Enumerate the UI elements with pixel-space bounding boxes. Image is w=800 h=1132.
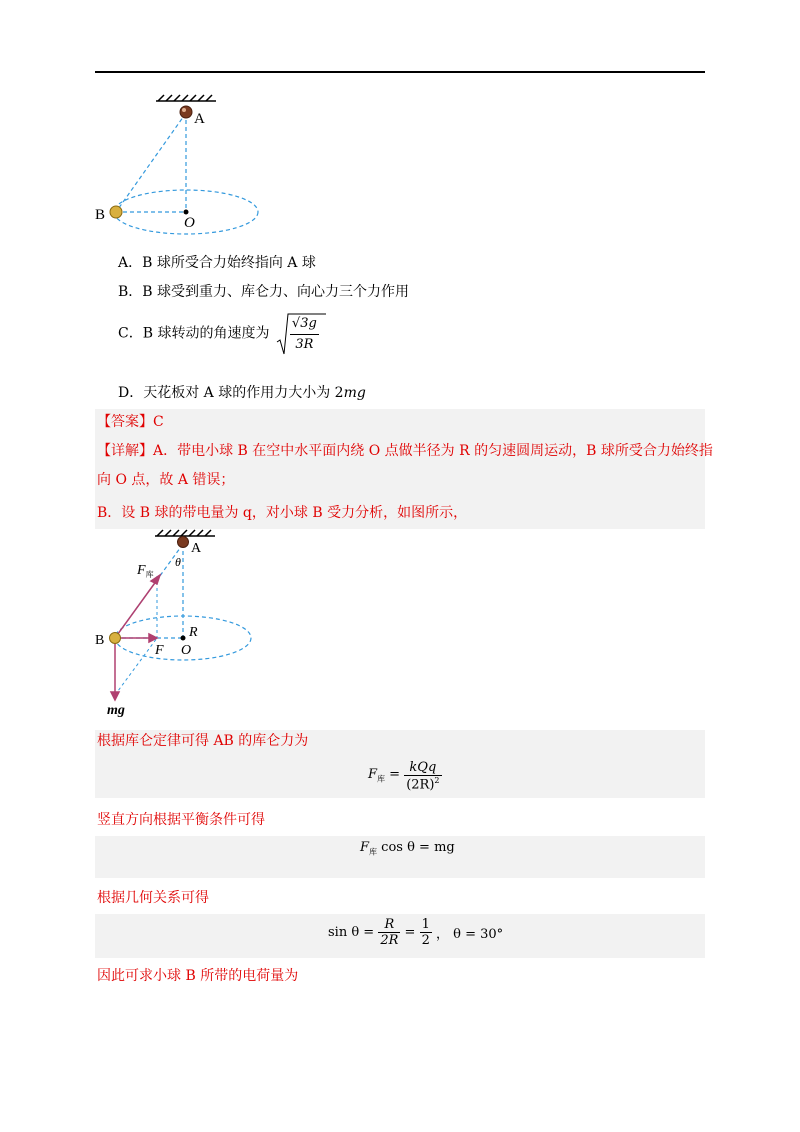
label-theta: θ (175, 555, 181, 569)
label-mg: mg (107, 703, 125, 718)
formula-geometry: sin θ = $\frac{R}{2R}$ = $\frac{1}{2}$ ， θ = 30° (328, 917, 504, 948)
step3-text: 根据几何关系可得 (97, 890, 209, 906)
label-a2: A (191, 541, 202, 556)
center-dot (184, 210, 189, 215)
figure-2 (95, 530, 255, 720)
detail-line-2: 向 O 点，故 A 错误； (97, 472, 235, 488)
option-c (118, 312, 319, 355)
formula-coulomb: $F_库$ = $\frac{\text{kQq}}{(2R)^2}$ (368, 760, 440, 793)
label-r: R (189, 625, 198, 640)
step2-text: 竖直方向根据平衡条件可得 (97, 812, 265, 828)
option-d-text: D．天花板对 A 球的作用力大小为 2 (118, 385, 344, 401)
label-fku-sub: 库 (145, 570, 154, 579)
coulomb-numerator: kQq (409, 760, 437, 775)
ball-a (180, 106, 192, 118)
ceiling (156, 95, 216, 101)
formula-equilibrium: $F_库$ cos θ = mg (360, 840, 455, 857)
label-o: O (184, 215, 195, 231)
label-a: A (194, 111, 205, 127)
label-b2: B (95, 633, 105, 648)
answer-label: 【答案】C (97, 414, 164, 430)
label-b: B (95, 207, 106, 223)
option-d-var: mg (343, 385, 366, 401)
omega-numerator: √3g (290, 314, 319, 335)
step1-text: 根据库仑定律可得 AB 的库仑力为 (97, 733, 309, 749)
header-rule (95, 71, 705, 73)
label-o2: O (181, 643, 192, 658)
step4-text: 因此可求小球 B 所带的电荷量为 (97, 968, 299, 984)
option-b: B．B 球受到重力、库仑力、向心力三个力作用 (118, 284, 410, 300)
sqrt-expression (276, 312, 319, 355)
option-a: A．B 球所受合力始终指向 A 球 (118, 255, 316, 271)
omega-denominator: 3R (295, 337, 314, 352)
figure-1 (95, 95, 270, 235)
option-c-text: C．B 球转动的角速度为 (118, 325, 270, 342)
label-fku: $F_库$ (137, 563, 154, 579)
coulomb-denominator: (2R) (406, 777, 435, 793)
label-f: F (155, 643, 164, 658)
option-d (118, 383, 366, 403)
detail-line-3: B．设 B 球的带电量为 q，对小球 B 受力分析，如图所示， (97, 505, 468, 521)
string-line (116, 113, 186, 212)
ball-b (110, 206, 122, 218)
detail-line-1: 【详解】A．带电小球 B 在空中水平面内绕 O 点做半径为 R 的匀速圆周运动，B 球所受合力始终指 (97, 443, 713, 459)
